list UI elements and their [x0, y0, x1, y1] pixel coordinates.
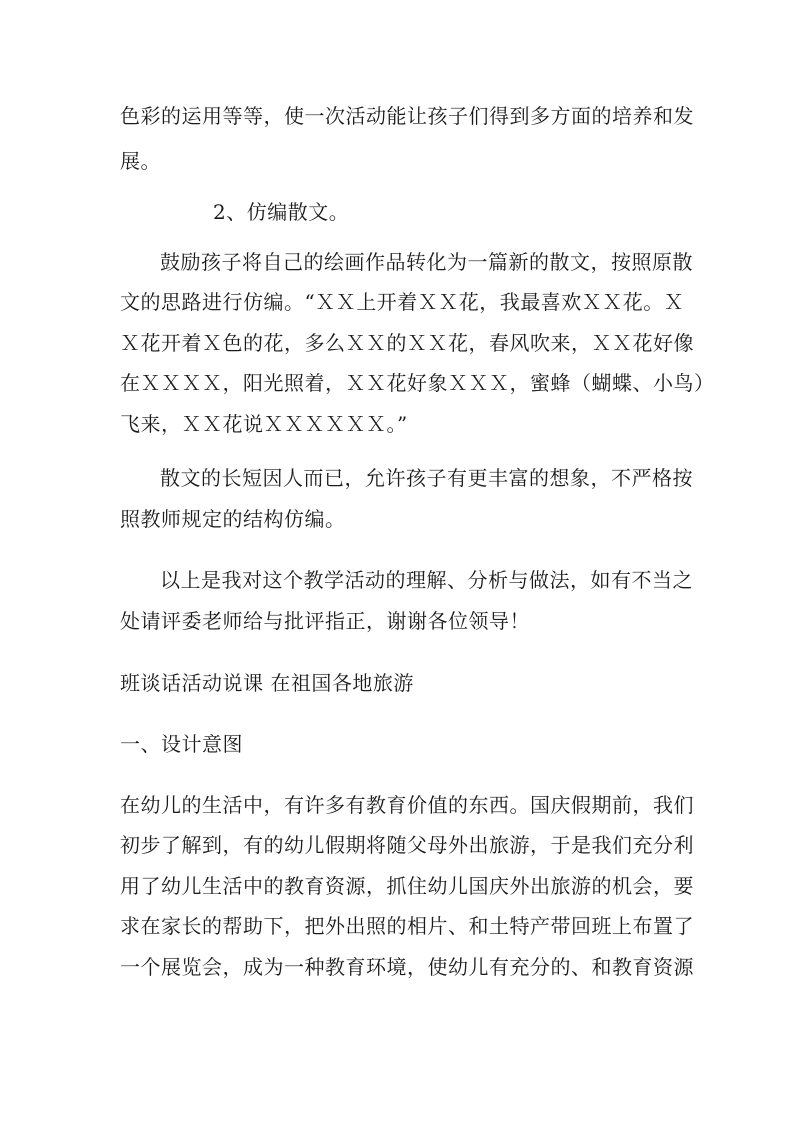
paragraph-line: 散文的长短因人而已，允许孩子有更丰富的想象，不严格按: [160, 466, 693, 490]
paragraph-line: 初步了解到，有的幼儿假期将随父母外出旅游，于是我们充分利: [120, 833, 694, 857]
paragraph-line: 飞来，ＸＸ花说ＸＸＸＸＸＸ。”: [120, 412, 408, 436]
paragraph-line: 处请评委老师给与批评指正，谢谢各位领导！: [120, 609, 530, 633]
paragraph-line: 展。: [120, 149, 161, 173]
document-title: 班谈话活动说课 在祖国各地旅游: [120, 671, 414, 695]
paragraph-line: 以上是我对这个教学活动的理解、分析与做法，如有不当之: [160, 568, 693, 592]
paragraph-line: 鼓励孩子将自己的绘画作品转化为一篇新的散文，按照原散: [160, 250, 693, 274]
paragraph-line: 文的思路进行仿编。“ＸＸ上开着ＸＸ花，我最喜欢ＸＸ花。Ｘ: [120, 290, 685, 314]
section-heading: 2、仿编散文。: [213, 200, 350, 224]
paragraph-line: 用了幼儿生活中的教育资源，抓住幼儿国庆外出旅游的机会，要: [120, 874, 694, 898]
paragraph-line: 色彩的运用等等，使一次活动能让孩子们得到多方面的培养和发: [120, 104, 694, 128]
paragraph-line: 在ＸＸＸＸ，阳光照着，ＸＸ花好象ＸＸＸ，蜜蜂（蝴蝶、小鸟）: [120, 371, 715, 395]
paragraph-line: 照教师规定的结构仿编。: [120, 507, 346, 531]
paragraph-line: 求在家长的帮助下，把外出照的相片、和土特产带回班上布置了: [120, 914, 694, 938]
paragraph-line: Ｘ花开着Ｘ色的花，多么ＸＸ的ＸＸ花，春风吹来，ＸＸ花好像: [120, 331, 694, 355]
paragraph-line: 一个展览会，成为一种教育环境，使幼儿有充分的、和教育资源: [120, 955, 694, 979]
paragraph-line: 在幼儿的生活中，有许多有教育价值的东西。国庆假期前，我们: [120, 793, 694, 817]
section-heading: 一、设计意图: [120, 732, 243, 756]
